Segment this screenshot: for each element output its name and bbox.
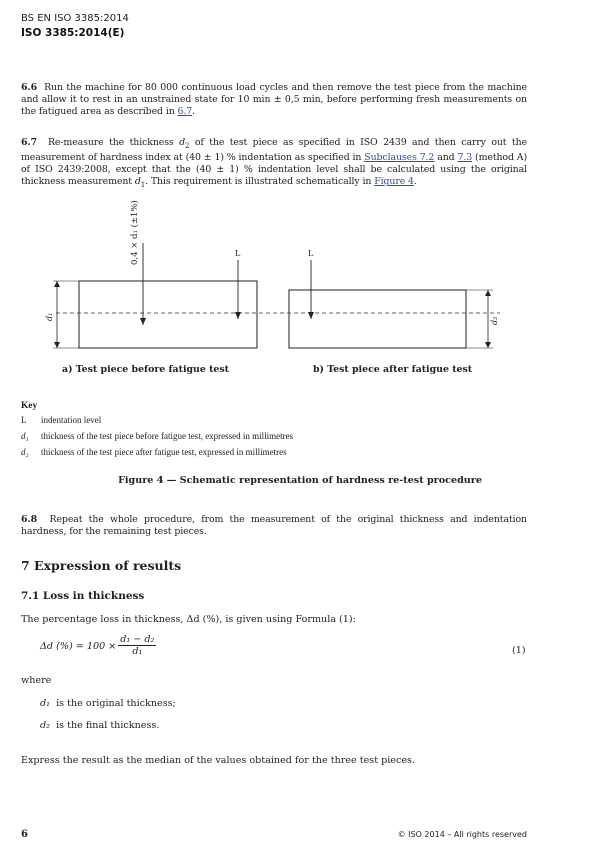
key-title: Key bbox=[21, 401, 38, 411]
d2-label: d₂ bbox=[490, 316, 499, 325]
clause-end: . bbox=[192, 106, 196, 118]
arrow-head bbox=[235, 312, 241, 319]
clause-number: 6.7 bbox=[21, 137, 38, 148]
clause-6-6 bbox=[21, 82, 527, 119]
key-text: thickness of the test piece after fatigue test, expressed in millimetres bbox=[41, 447, 287, 457]
clause-text: Re-measure the thickness bbox=[47, 137, 180, 148]
clause-number: 6.8 bbox=[21, 514, 38, 525]
section-7-heading: 7 Expression of results bbox=[21, 558, 182, 573]
key-item bbox=[21, 444, 293, 460]
figure-caption: Figure 4 — Schematic representation of hardness re-test procedure bbox=[118, 475, 482, 486]
key-item bbox=[21, 412, 293, 428]
clause-text: Repeat the whole procedure, from the measurement of the original thickness and indentation hardness, for the remaining test pieces. bbox=[21, 514, 527, 538]
arrow-head bbox=[485, 290, 491, 296]
clause-number: 6.6 bbox=[21, 82, 38, 93]
subfigure-b-caption: b) Test piece after fatigue test bbox=[313, 364, 473, 375]
arrow-head bbox=[485, 342, 491, 348]
clause-6-7: 6.7 Re-measure the thickness $d_2$ of the test piece as specified in ISO 2439 and then carry out the measurement of hardness index at (40 ± 1) % indentation as specified in Subclauses 7.2 and 7.3 (method A) of ISO 2439:2008, except that the (40 ± 1) % indentation level shall be calculated using the original thickness measurement $d_1$. This requirement is illustrated schematically in Figure 4. bbox=[21, 137, 528, 190]
page-number: 6 bbox=[21, 829, 28, 840]
key-text: indentation level bbox=[41, 415, 102, 425]
link-6-7[interactable]: 6.7 bbox=[177, 106, 193, 118]
clause-6-8 bbox=[21, 514, 527, 538]
express-result: Express the result as the median of the values obtained for the three test pieces. bbox=[21, 755, 416, 766]
section-7-1-heading: 7.1 Loss in thickness bbox=[21, 590, 145, 602]
key-symbol: d₂ bbox=[21, 447, 29, 457]
link-figure-4[interactable]: Figure 4 bbox=[374, 176, 414, 188]
clause-text: and bbox=[434, 152, 458, 164]
key-text: thickness of the test piece before fatigue test, expressed in millimetres bbox=[41, 431, 294, 441]
definition-symbol: d₂ bbox=[40, 720, 50, 731]
test-piece-b bbox=[289, 290, 466, 348]
standard-number: BS EN ISO 3385:2014 bbox=[21, 13, 129, 24]
formula-numerator: d₁ − d₂ bbox=[120, 634, 155, 645]
clause-text: of the test piece as specified in ISO 2439 and then carry out the measurement of hardness index at (40 ± 1) % indentation as specified in bbox=[21, 137, 527, 164]
link-7-3[interactable]: 7.3 bbox=[457, 152, 473, 164]
subfigure-a-caption: a) Test piece before fatigue test bbox=[62, 364, 230, 375]
clause-text: . This requirement is illustrated schematically in bbox=[145, 176, 375, 188]
arrow-head bbox=[140, 318, 146, 325]
standard-id: ISO 3385:2014(E) bbox=[21, 27, 125, 39]
copyright: © ISO 2014 – All rights reserved bbox=[397, 830, 527, 839]
definition-text: is the final thickness. bbox=[56, 720, 160, 731]
formula-denominator: d₁ bbox=[132, 646, 143, 657]
formula-intro: The percentage loss in thickness, Δd (%), is given using Formula (1): bbox=[21, 614, 356, 625]
formula-1 bbox=[40, 634, 156, 657]
link-subclauses-7-2[interactable]: Subclauses 7.2 bbox=[364, 152, 435, 164]
arrow-head bbox=[54, 281, 60, 287]
formula-lhs: Δd (%) = 100 × bbox=[40, 641, 117, 652]
key-symbol: L bbox=[21, 415, 27, 425]
definition-text: is the original thickness; bbox=[56, 698, 176, 709]
figure-key bbox=[21, 398, 293, 460]
formula-number: (1) bbox=[512, 645, 526, 656]
key-symbol: d₁ bbox=[21, 431, 29, 441]
key-item bbox=[21, 428, 293, 444]
definition-symbol: d₁ bbox=[40, 698, 50, 709]
clause-end: . bbox=[413, 176, 417, 188]
where-label: where bbox=[21, 675, 52, 686]
clause-text: (method A) of ISO 2439:2008, except that the (40 ± 1) % indentation level shall be calculated using the original thickness measurement bbox=[21, 152, 528, 188]
clause-text: Run the machine for 80 000 continuous load cycles and then remove the test piece from the machine and allow it to rest in an unstrained state for 10 min ± 0,5 min, before performing fresh measurements on the fatigued area as described in bbox=[21, 82, 527, 118]
figure-4-diagram bbox=[0, 195, 600, 360]
arrow-head bbox=[54, 342, 60, 348]
load-label-a: L bbox=[235, 249, 241, 258]
d1-label: d₁ bbox=[45, 312, 54, 321]
arrow-head bbox=[308, 312, 314, 319]
formula-fraction bbox=[118, 634, 156, 657]
load-label-b: L bbox=[308, 249, 314, 258]
indentation-depth-label: 0,4 × d₁ (±1%) bbox=[130, 200, 140, 265]
definition-item bbox=[40, 720, 159, 731]
test-piece-a bbox=[79, 281, 257, 348]
definition-item bbox=[40, 698, 176, 709]
